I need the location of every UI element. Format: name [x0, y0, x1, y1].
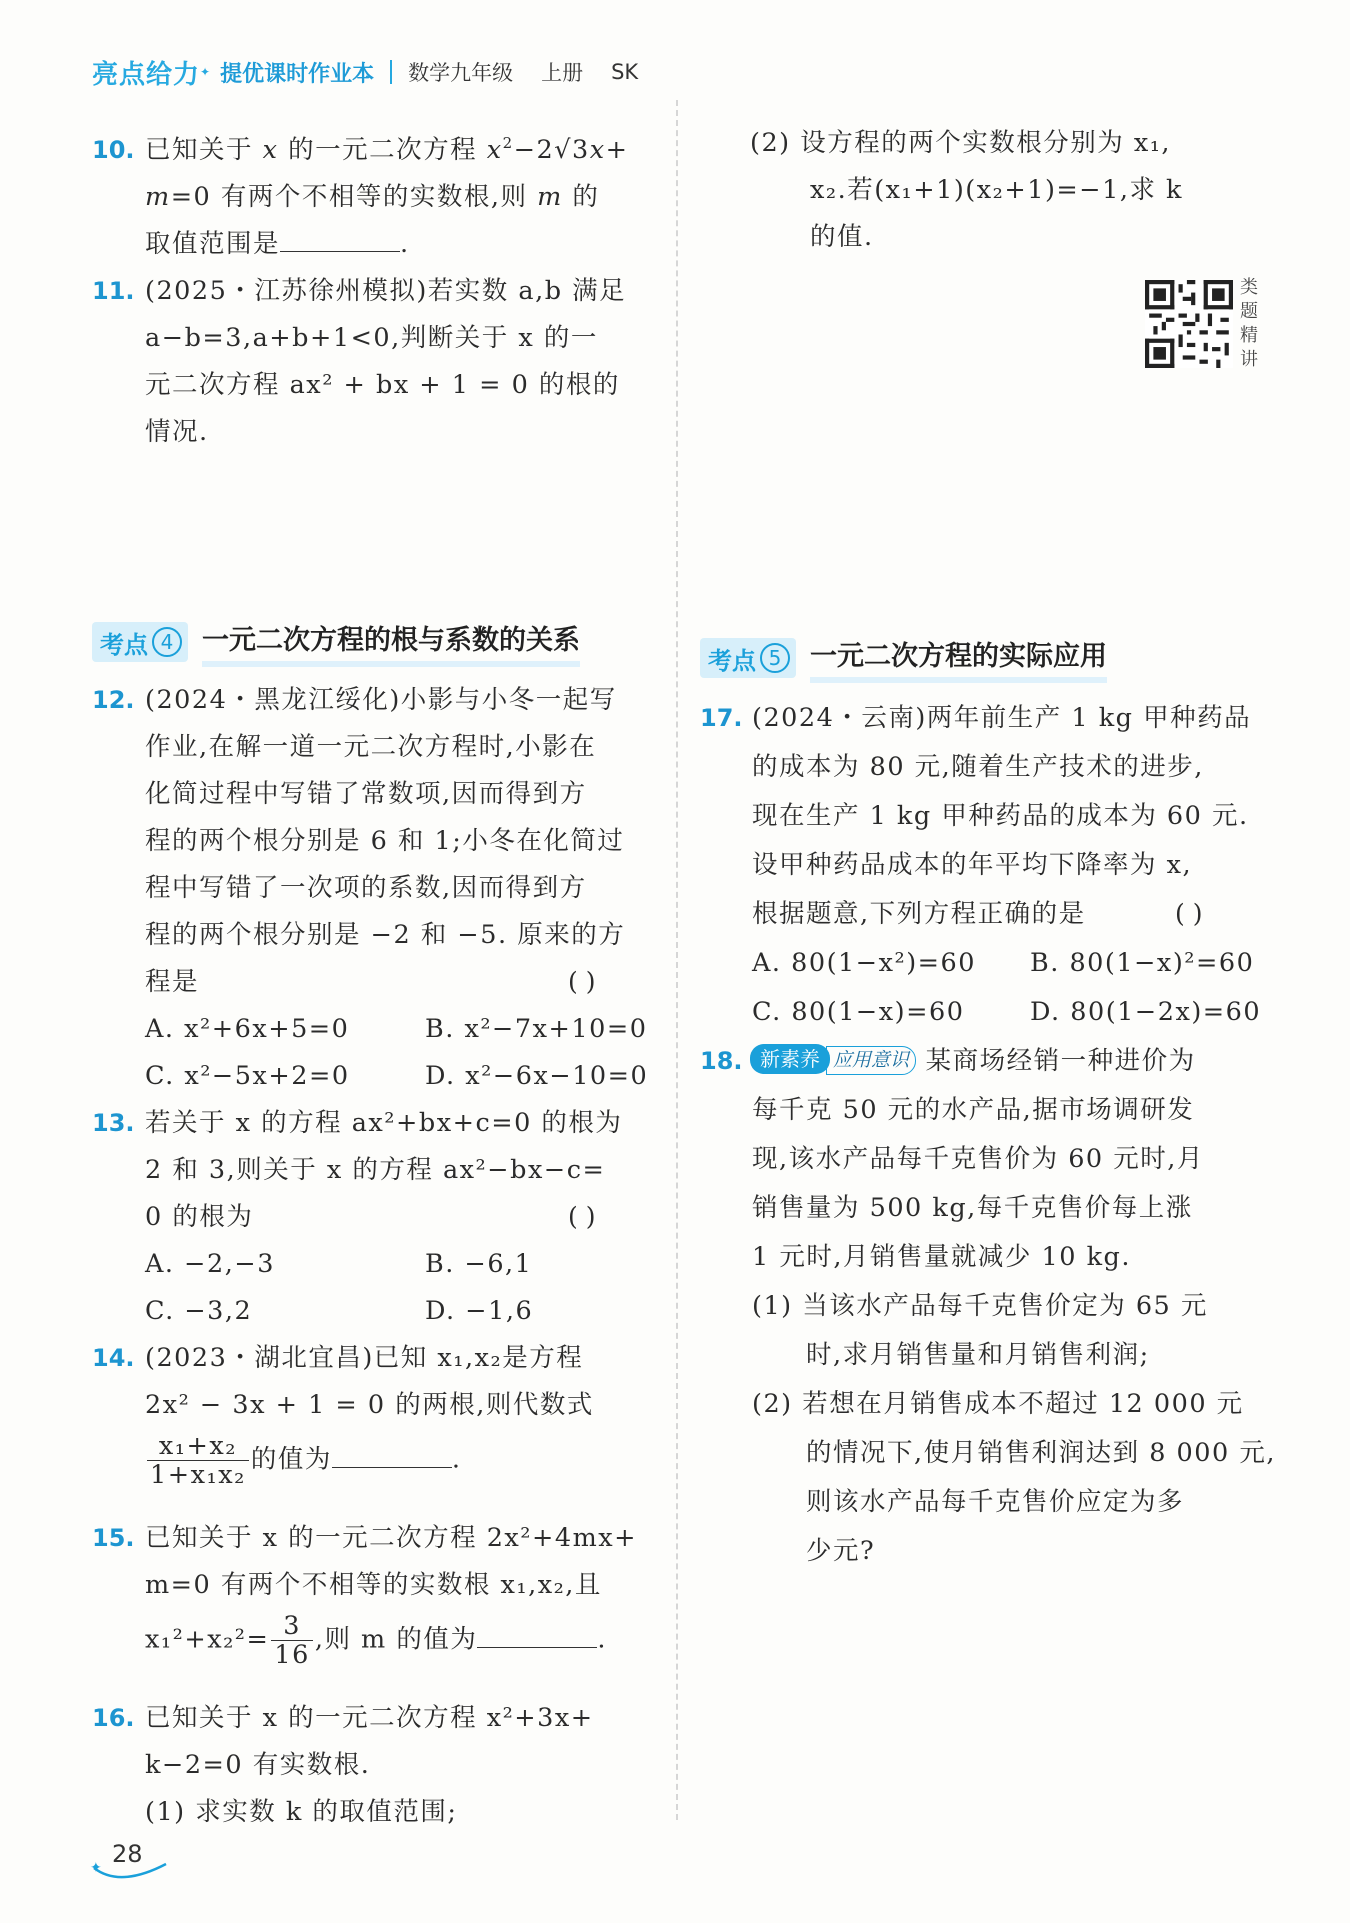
q18-part2-line3: 则该水产品每千克售价应定为多: [806, 1487, 1185, 1517]
answer-blank[interactable]: [477, 1617, 597, 1648]
q15-line2: m=0 有两个不相等的实数根 x₁,x₂,且: [145, 1570, 602, 1600]
volume: 上册: [541, 61, 584, 85]
q18-line: 销售量为 500 kg,每千克售价每上涨: [752, 1193, 1193, 1223]
q14-line1: (2023・湖北宜昌)已知 x₁,x₂是方程: [145, 1343, 584, 1373]
q15-line1: 已知关于 x 的一元二次方程 2x²+4mx+: [145, 1523, 638, 1553]
q16-part2-line1: (2) 设方程的两个实数根分别为 x₁,: [750, 128, 1172, 158]
q18-line: 每千克 50 元的水产品,据市场调研发: [752, 1095, 1195, 1125]
option-a: A. −2,−3: [145, 1249, 275, 1279]
q13-line: 2 和 3,则关于 x 的方程 ax²−bx−c=: [145, 1155, 606, 1185]
option-c: C. x²−5x+2=0: [145, 1061, 350, 1091]
q11-line2: a−b=3,a+b+1<0,判断关于 x 的一: [145, 323, 598, 353]
q10-line1: 已知关于 x 的一元二次方程 $x^2-2√3x+$: [145, 134, 629, 165]
q17-line: 现在生产 1 kg 甲种药品的成本为 60 元.: [752, 801, 1249, 831]
q18-part1-line2: 时,求月销售量和月销售利润;: [806, 1340, 1150, 1370]
q12-line: 程中写错了一次项的系数,因而得到方: [145, 873, 587, 903]
answer-paren[interactable]: ( ): [568, 1202, 596, 1231]
answer-blank[interactable]: [280, 221, 400, 252]
q16-part2-line2: x₂.若(x₁+1)(x₂+1)=−1,求 k: [810, 175, 1184, 205]
subject: 数学九年级: [408, 61, 514, 85]
q13-line: 若关于 x 的方程 ax²+bx+c=0 的根为: [145, 1108, 623, 1138]
q12-line: (2024・黑龙江绥化)小影与小冬一起写: [145, 685, 617, 715]
question-number: 14.: [92, 1344, 135, 1372]
question-number: 10.: [92, 136, 135, 164]
q15-line3: x₁²+x₂²= $\frac{3}{16}$ ,则 m 的值为 .: [145, 1611, 607, 1671]
q17-line: (2024・云南)两年前生产 1 kg 甲种药品: [752, 703, 1252, 733]
q14-line3: $\frac{\text{x₁+x₂}}{\text{1+x₁x₂}}$ 的值为 .: [145, 1432, 461, 1489]
new-literacy-badge: 新素养: [750, 1044, 830, 1074]
option-d: D. 80(1−2x)=60: [1030, 997, 1262, 1027]
q16-line1: 已知关于 x 的一元二次方程 x²+3x+: [145, 1703, 594, 1733]
q14-line2: 2x² − 3x + 1 = 0 的两根,则代数式: [145, 1390, 594, 1420]
option-d: D. −1,6: [425, 1296, 534, 1326]
star-icon: ✦: [200, 65, 211, 79]
section-5-heading: [700, 634, 1107, 682]
answer-paren[interactable]: ( ): [568, 967, 596, 996]
fraction: $\frac{\text{x₁+x₂}}{\text{1+x₁x₂}}$: [147, 1432, 249, 1489]
q18-line: 现,该水产品每千克售价为 60 元时,月: [752, 1144, 1204, 1174]
section-title: 一元二次方程的根与系数的关系: [202, 618, 580, 667]
qr-code-icon[interactable]: [1145, 280, 1233, 368]
question-number: 15.: [92, 1524, 135, 1552]
section-number: 5: [760, 643, 790, 673]
q16-part2-line3: 的值.: [810, 222, 874, 252]
question-number: 18.: [700, 1047, 743, 1075]
q18-part2-line2: 的情况下,使月销售利润达到 8 000 元,: [806, 1438, 1276, 1468]
q18-part2-line4: 少元?: [806, 1536, 876, 1566]
question-number: 17.: [700, 704, 743, 732]
q12-line: 程是: [145, 967, 200, 997]
q12-line: 程的两个根分别是 −2 和 −5. 原来的方: [145, 920, 626, 950]
option-c: C. 80(1−x)=60: [752, 997, 965, 1027]
q18-part2-line1: (2) 若想在月销售成本不超过 12 000 元: [752, 1389, 1244, 1419]
question-number: 12.: [92, 686, 135, 714]
q10-line3: 取值范围是 .: [145, 221, 410, 267]
option-a: A. 80(1−x²)=60: [752, 948, 976, 978]
q18-line1: 新素养 应用意识 某商场经销一种进价为: [750, 1038, 1196, 1084]
q18-line: 1 元时,月销售量就减少 10 kg.: [752, 1242, 1131, 1272]
option-b: B. x²−7x+10=0: [425, 1014, 648, 1044]
q12-line: 作业,在解一道一元二次方程时,小影在: [145, 732, 597, 762]
q12-line: 化简过程中写错了常数项,因而得到方: [145, 779, 587, 809]
page-number: 28: [112, 1840, 143, 1868]
edition: SK: [611, 60, 639, 84]
question-number: 13.: [92, 1109, 135, 1137]
q16-line3: (1) 求实数 k 的取值范围;: [145, 1797, 458, 1827]
q11-line1: (2025・江苏徐州模拟)若实数 a,b 满足: [145, 276, 627, 306]
section-badge: 考点 4: [92, 622, 188, 662]
option-c: C. −3,2: [145, 1296, 253, 1326]
section-number: 4: [152, 627, 182, 657]
question-number: 11.: [92, 277, 135, 305]
page-header: [92, 52, 666, 92]
option-a: A. x²+6x+5=0: [145, 1014, 350, 1044]
q12-line: 程的两个根分别是 6 和 1;小冬在化简过: [145, 826, 625, 856]
brand-logo: 亮点给力: [92, 59, 201, 90]
q18-part1-line1: (1) 当该水产品每千克售价定为 65 元: [752, 1291, 1208, 1321]
application-badge: 应用意识: [826, 1046, 916, 1075]
svg-text:✦: ✦: [90, 1860, 102, 1876]
q11-line4: 情况.: [145, 417, 209, 447]
answer-paren[interactable]: ( ): [1175, 899, 1203, 928]
option-b: B. 80(1−x)²=60: [1030, 948, 1255, 978]
option-d: D. x²−6x−10=0: [425, 1061, 649, 1091]
q13-line: 0 的根为: [145, 1202, 254, 1232]
section-title: 一元二次方程的实际应用: [810, 634, 1107, 683]
qr-caption: 类 题 精 讲: [1240, 277, 1258, 370]
header-divider: [390, 60, 392, 84]
q11-line3: 元二次方程 ax² + bx + 1 = 0 的根的: [145, 370, 620, 400]
series-name: 提优课时作业本: [220, 61, 375, 87]
q17-line: 的成本为 80 元,随着生产技术的进步,: [752, 752, 1204, 782]
q16-line2: k−2=0 有实数根.: [145, 1750, 371, 1780]
q10-line2: m=0 有两个不相等的实数根,则 m 的: [145, 182, 600, 212]
question-number: 16.: [92, 1704, 135, 1732]
answer-blank[interactable]: [332, 1437, 452, 1468]
section-4-heading: [92, 618, 580, 666]
section-badge: 考点 5: [700, 638, 796, 678]
column-divider: [676, 100, 678, 1820]
q17-line: 设甲种药品成本的年平均下降率为 x,: [752, 850, 1193, 880]
option-b: B. −6,1: [425, 1249, 533, 1279]
q17-line: 根据题意,下列方程正确的是: [752, 899, 1086, 929]
fraction: $\frac{3}{16}$: [271, 1612, 312, 1669]
